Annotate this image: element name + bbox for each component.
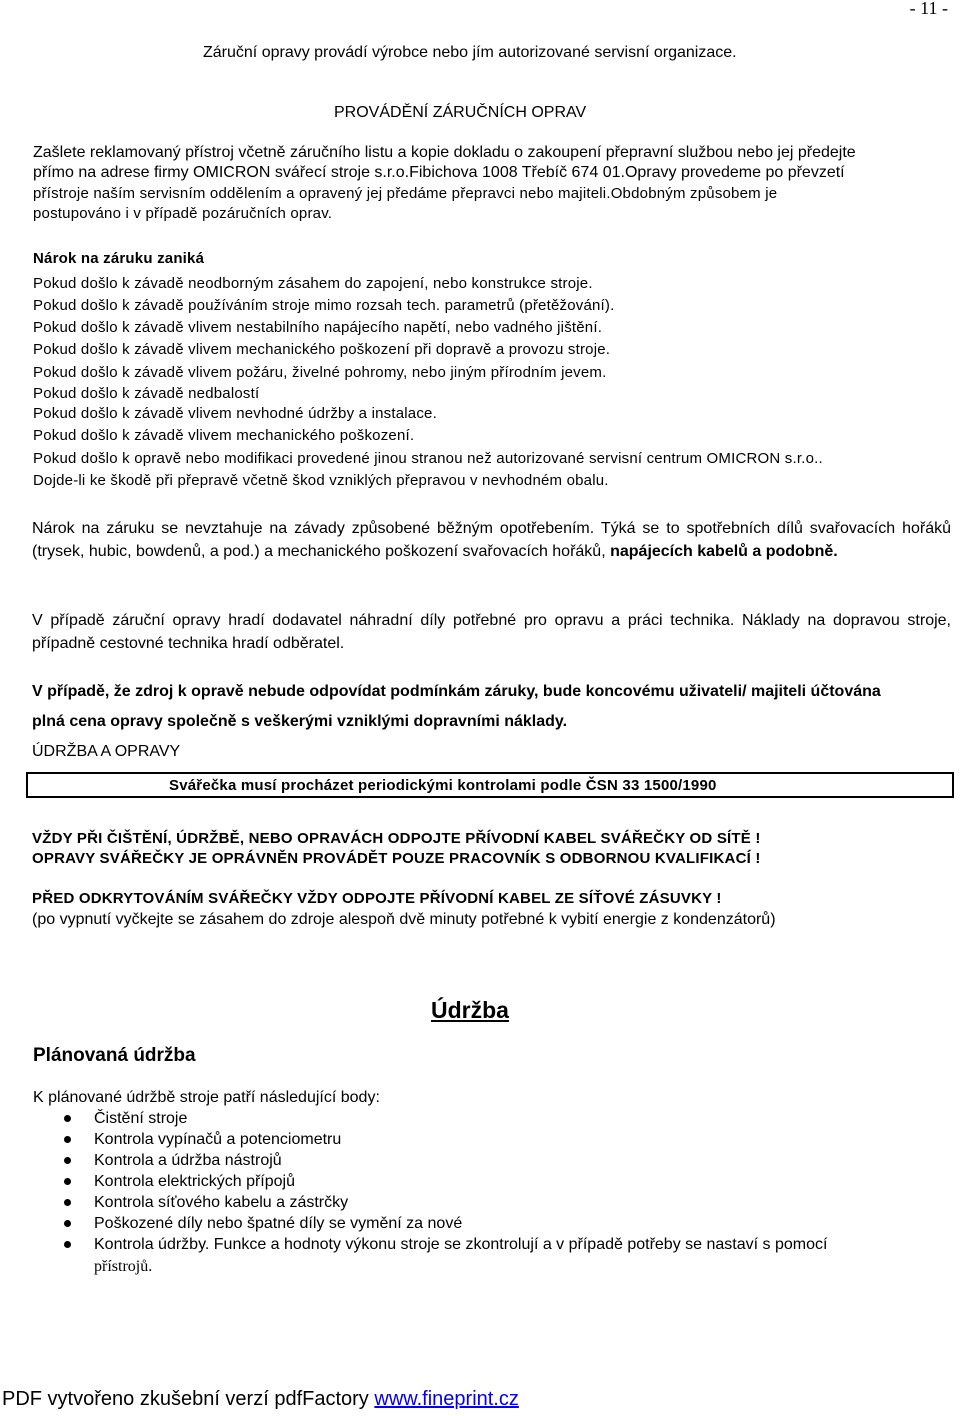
bullet-icon xyxy=(64,1178,71,1185)
wear-text: Nárok na záruku se nevztahuje na závady způsobené běžným opotřebením. Týká se to spotřebních dílů svařovacích hořáků (trysek, hubic, bowdenů, a pod.) a mechanického poškození svařovacích hořáků, xyxy=(32,520,951,560)
list-item: Kontrola elektrických přípojů xyxy=(60,1171,827,1192)
wear-paragraph xyxy=(32,517,951,563)
bullet-icon xyxy=(64,1199,71,1206)
intro-text: Záruční opravy provádí výrobce nebo jím autorizované servisní organizace. xyxy=(203,44,737,61)
warning-line: PŘED ODKRYTOVÁNÍM SVÁŘEČKY VŽDY ODPOJTE PŘÍVODNÍ KABEL ZE SÍŤOVÉ ZÁSUVKY ! xyxy=(32,890,722,907)
warranty-para-line: přímo na adrese firmy OMICRON svářecí stroje s.r.o.Fibichova 1008 Třebíč 674 01.Opravy provedeme po převzetí xyxy=(33,164,845,181)
warranty-para-line: Zašlete reklamovaný přístroj včetně záručního listu a kopie dokladu o zakoupení přepravní službou nebo jej předejte xyxy=(33,144,856,161)
footer-text: PDF vytvořeno zkušební verzí pdfFactory xyxy=(2,1388,375,1410)
warranty-para-line: přístroje naším servisním oddělením a opravený jej předáme přepravci nebo majiteli.Obdobným způsobem je xyxy=(33,185,778,202)
list-item: Kontrola údržby. Funkce a hodnoty výkonu stroje se zkontrolují a v případě potřeby se nastaví s pomocí xyxy=(60,1234,827,1255)
section-title: Údržba xyxy=(431,997,509,1023)
inspection-text: Svářečka musí procházet periodickými kontrolami podle ČSN 33 1500/1990 xyxy=(169,777,717,794)
claim-item: Pokud došlo k závadě nedbalostí xyxy=(33,385,260,402)
claim-item: Pokud došlo k závadě neodborným zásahem do zapojení, nebo konstrukce stroje. xyxy=(33,275,593,292)
bullet-icon xyxy=(64,1115,71,1122)
planned-intro: K plánované údržbě stroje patří následující body: xyxy=(33,1089,380,1106)
bullet-icon xyxy=(64,1136,71,1143)
warranty-para-line: postupováno i v případě pozáručních oprav. xyxy=(33,205,333,222)
list-item: Kontrola a údržba nástrojů xyxy=(60,1150,827,1171)
warning-note: (po vypnutí vyčkejte se zásahem do zdroje alespoň dvě minuty potřebné k vybití energie z kondenzátorů) xyxy=(32,911,776,928)
claim-item: Pokud došlo k závadě používáním stroje mimo rozsah tech. parametrů (přetěžování). xyxy=(33,297,615,314)
wear-bold-text: napájecích kabelů a podobně. xyxy=(610,543,838,560)
warning-line: VŽDY PŘI ČIŠTĚNÍ, ÚDRŽBĚ, NEBO OPRAVÁCH ODPOJTE PŘÍVODNÍ KABEL SVÁŘEČKY OD SÍTĚ ! xyxy=(32,830,761,847)
maintenance-heading: ÚDRŽBA A OPRAVY xyxy=(32,743,181,760)
claim-item: Pokud došlo k závadě vlivem nestabilního napájecího napětí, nebo vadného jištění. xyxy=(33,319,603,336)
claim-item: Pokud došlo k opravě nebo modifikaci provedené jinou stranou než autorizované servisní centrum OMICRON s.r.o.. xyxy=(33,450,823,467)
bullet-icon xyxy=(64,1241,71,1248)
bullet-icon xyxy=(64,1157,71,1164)
list-item-continuation: přístrojů. xyxy=(94,1258,153,1275)
bullet-icon xyxy=(64,1220,71,1227)
list-item: Kontrola vypínačů a potenciometru xyxy=(60,1129,827,1150)
planned-list xyxy=(60,1108,827,1255)
cost-paragraph: V případě záruční opravy hradí dodavatel náhradní díly potřebné pro opravu a práci technika. Náklady na dopravou stroje, případně cestovné technika hradí odběratel. xyxy=(32,612,951,652)
claim-item: Dojde-li ke škodě při přepravě včetně škod vzniklých přepravou v nevhodném obalu. xyxy=(33,472,609,489)
planned-heading: Plánovaná údržba xyxy=(33,1045,196,1066)
footer xyxy=(2,1388,519,1411)
footer-link[interactable]: www.fineprint.cz xyxy=(374,1388,519,1410)
billing-line: V případě, že zdroj k opravě nebude odpovídat podmínkám záruky, bude koncovému uživateli/ majiteli účtována xyxy=(32,683,881,700)
warning-line: OPRAVY SVÁŘEČKY JE OPRÁVNĚN PROVÁDĚT POUZE PRACOVNÍK S ODBORNOU KVALIFIKACÍ ! xyxy=(32,850,761,867)
claim-item: Pokud došlo k závadě vlivem požáru, živelné pohromy, nebo jiným přírodním jevem. xyxy=(33,364,607,381)
billing-line: plná cena opravy společně s veškerými vzniklými dopravními náklady. xyxy=(32,713,568,730)
list-item: Kontrola síťového kabelu a zástrčky xyxy=(60,1192,827,1213)
claim-item: Pokud došlo k závadě vlivem mechanického poškození při dopravě a provozu stroje. xyxy=(33,341,611,358)
claim-item: Pokud došlo k závadě vlivem nevhodné údržby a instalace. xyxy=(33,405,437,422)
list-item: Čistění stroje xyxy=(60,1108,827,1129)
page-number: - 11 - xyxy=(909,0,948,18)
claim-heading: Nárok na záruku zaniká xyxy=(33,250,205,267)
list-item: Poškozené díly nebo špatné díly se vymění za nové xyxy=(60,1213,827,1234)
warranty-heading: PROVÁDĚNÍ ZÁRUČNÍCH OPRAV xyxy=(334,104,587,121)
claim-item: Pokud došlo k závadě vlivem mechanického poškození. xyxy=(33,427,415,444)
